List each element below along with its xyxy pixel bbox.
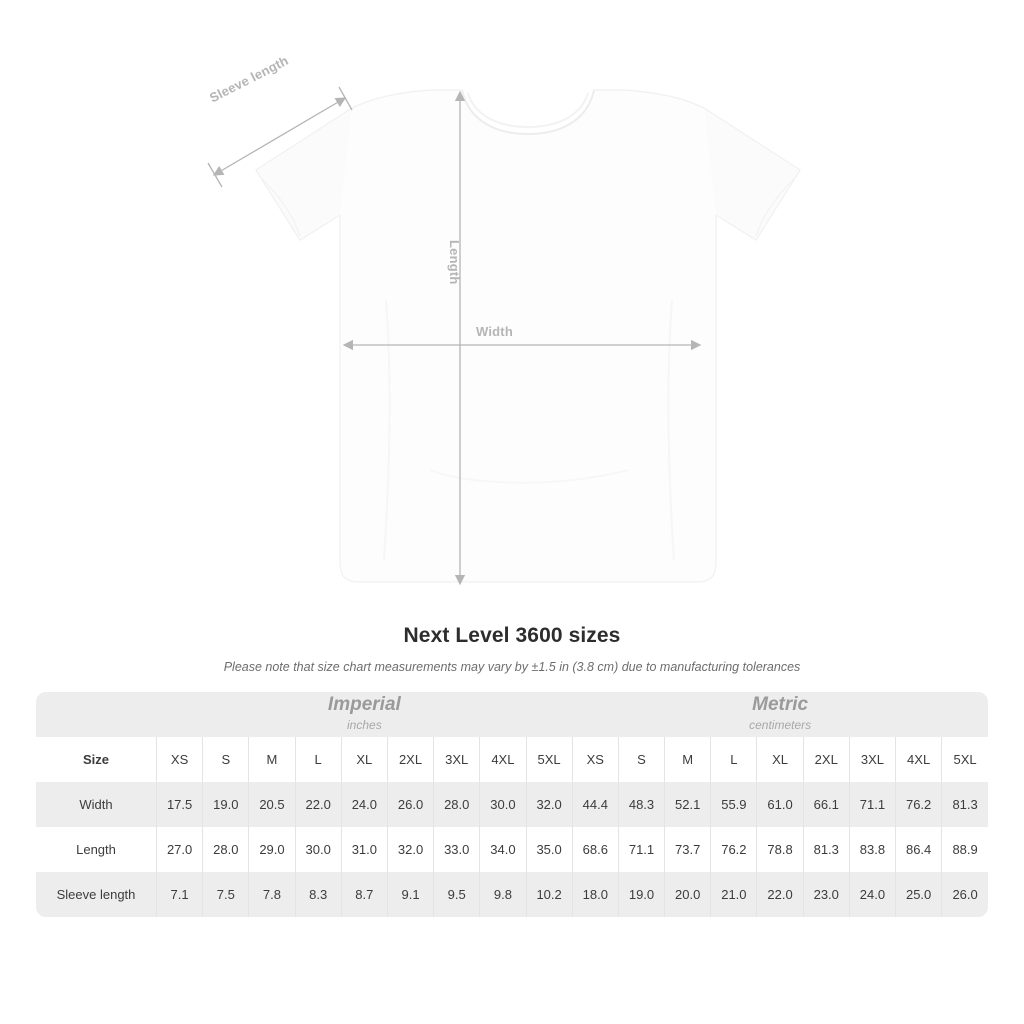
cell-length-imperial-xs: 27.0 <box>157 827 203 872</box>
cell-width-imperial-xs: 17.5 <box>157 782 203 827</box>
header-metric-2xl: 2XL <box>803 737 849 782</box>
cell-length-imperial-l: 30.0 <box>295 827 341 872</box>
cell-length-imperial-s: 28.0 <box>203 827 249 872</box>
cell-sleeve-imperial-xl: 8.7 <box>341 872 387 917</box>
header-metric-xl: XL <box>757 737 803 782</box>
cell-sleeve-imperial-2xl: 9.1 <box>387 872 433 917</box>
header-imperial-m: M <box>249 737 295 782</box>
cell-length-imperial-2xl: 32.0 <box>387 827 433 872</box>
table-row <box>36 782 988 827</box>
header-metric-m: M <box>665 737 711 782</box>
header-metric-3xl: 3XL <box>849 737 895 782</box>
cell-sleeve-imperial-l: 8.3 <box>295 872 341 917</box>
table-header-row <box>36 737 988 782</box>
header-imperial-4xl: 4XL <box>480 737 526 782</box>
cell-width-imperial-xl: 24.0 <box>341 782 387 827</box>
header-imperial-2xl: 2XL <box>387 737 433 782</box>
cell-length-metric-4xl: 86.4 <box>896 827 942 872</box>
cell-width-metric-xs: 44.4 <box>572 782 618 827</box>
cell-sleeve-imperial-s: 7.5 <box>203 872 249 917</box>
header-imperial-s: S <box>203 737 249 782</box>
cell-width-metric-5xl: 81.3 <box>942 782 988 827</box>
system-imperial-unit: inches <box>347 717 382 732</box>
system-metric <box>572 692 988 737</box>
cell-width-metric-xl: 61.0 <box>757 782 803 827</box>
width-dimension-label: Width <box>476 324 513 339</box>
header-metric-5xl: 5XL <box>942 737 988 782</box>
header-imperial-l: L <box>295 737 341 782</box>
system-row-spacer <box>36 692 157 737</box>
cell-width-metric-m: 52.1 <box>665 782 711 827</box>
cell-length-metric-5xl: 88.9 <box>942 827 988 872</box>
header-imperial-xs: XS <box>157 737 203 782</box>
cell-width-imperial-m: 20.5 <box>249 782 295 827</box>
cell-sleeve-imperial-3xl: 9.5 <box>434 872 480 917</box>
system-metric-unit: centimeters <box>749 717 812 732</box>
cell-sleeve-imperial-m: 7.8 <box>249 872 295 917</box>
header-imperial-xl: XL <box>341 737 387 782</box>
header-metric-s: S <box>618 737 664 782</box>
cell-width-metric-3xl: 71.1 <box>849 782 895 827</box>
table-row <box>36 827 988 872</box>
cell-width-metric-4xl: 76.2 <box>896 782 942 827</box>
cell-sleeve-metric-xl: 22.0 <box>757 872 803 917</box>
cell-sleeve-metric-5xl: 26.0 <box>942 872 988 917</box>
tolerance-note: Please note that size chart measurements may vary by ±1.5 in (3.8 cm) due to manufacturing tolerances <box>223 660 801 674</box>
cell-width-imperial-4xl: 30.0 <box>480 782 526 827</box>
cell-length-imperial-xl: 31.0 <box>341 827 387 872</box>
header-metric-xs: XS <box>572 737 618 782</box>
cell-sleeve-metric-2xl: 23.0 <box>803 872 849 917</box>
sleeve-length-dimension-label: Sleeve length <box>207 52 291 106</box>
page-title: Next Level 3600 sizes <box>403 624 621 647</box>
cell-width-metric-s: 48.3 <box>618 782 664 827</box>
cell-length-metric-xl: 78.8 <box>757 827 803 872</box>
system-imperial <box>157 692 573 737</box>
cell-length-metric-2xl: 81.3 <box>803 827 849 872</box>
cell-length-imperial-5xl: 35.0 <box>526 827 572 872</box>
cell-width-imperial-3xl: 28.0 <box>434 782 480 827</box>
cell-sleeve-imperial-5xl: 10.2 <box>526 872 572 917</box>
header-imperial-3xl: 3XL <box>434 737 480 782</box>
cell-length-metric-m: 73.7 <box>665 827 711 872</box>
cell-length-imperial-m: 29.0 <box>249 827 295 872</box>
header-imperial-5xl: 5XL <box>526 737 572 782</box>
row-label-length: Length <box>36 827 157 872</box>
header-metric-4xl: 4XL <box>896 737 942 782</box>
row-label-sleeve-length: Sleeve length <box>36 872 157 917</box>
cell-width-imperial-l: 22.0 <box>295 782 341 827</box>
cell-length-metric-l: 76.2 <box>711 827 757 872</box>
system-metric-title: Metric <box>752 693 809 715</box>
cell-sleeve-metric-s: 19.0 <box>618 872 664 917</box>
size-chart-table <box>36 692 988 917</box>
cell-sleeve-metric-m: 20.0 <box>665 872 711 917</box>
cell-length-metric-3xl: 83.8 <box>849 827 895 872</box>
cell-length-metric-xs: 68.6 <box>572 827 618 872</box>
table-row <box>36 872 988 917</box>
cell-width-imperial-2xl: 26.0 <box>387 782 433 827</box>
cell-sleeve-metric-3xl: 24.0 <box>849 872 895 917</box>
cell-length-imperial-4xl: 34.0 <box>480 827 526 872</box>
cell-length-imperial-3xl: 33.0 <box>434 827 480 872</box>
cell-sleeve-metric-l: 21.0 <box>711 872 757 917</box>
row-label-width: Width <box>36 782 157 827</box>
system-imperial-title: Imperial <box>327 693 401 715</box>
cell-sleeve-metric-4xl: 25.0 <box>896 872 942 917</box>
cell-width-metric-2xl: 66.1 <box>803 782 849 827</box>
header-metric-l: L <box>711 737 757 782</box>
cell-sleeve-metric-xs: 18.0 <box>572 872 618 917</box>
length-dimension-label: Length <box>447 240 462 285</box>
size-chart-table-wrapper <box>36 692 988 917</box>
header-size: Size <box>36 737 157 782</box>
table-system-row <box>36 692 988 737</box>
cell-width-imperial-s: 19.0 <box>203 782 249 827</box>
cell-width-imperial-5xl: 32.0 <box>526 782 572 827</box>
cell-width-metric-l: 55.9 <box>711 782 757 827</box>
cell-length-metric-s: 71.1 <box>618 827 664 872</box>
cell-sleeve-imperial-4xl: 9.8 <box>480 872 526 917</box>
cell-sleeve-imperial-xs: 7.1 <box>157 872 203 917</box>
